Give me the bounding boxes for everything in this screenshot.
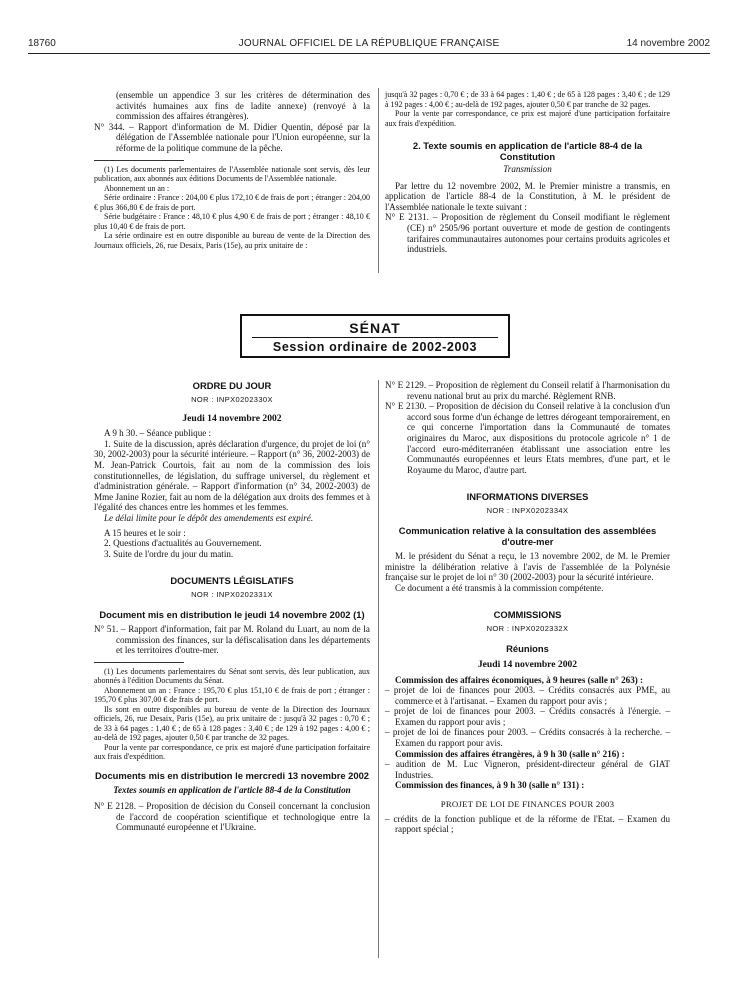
nor-ordre: NOR : INPX0202330X <box>191 395 273 404</box>
morning-session: A 9 h 30. – Séance publique : <box>104 428 212 439</box>
session-title: Session ordinaire de 2002-2003 <box>272 340 478 354</box>
distribution-heading-14: Document mis en distribution le jeudi 14 novembre 2002 (1) <box>99 608 365 620</box>
item-e2129: N° E 2129. – Proposition de règlement du Conseil relatif à l'harmonisation du revenu national brut au prix du marché. Règlement RNB. <box>385 380 670 401</box>
price-continuation: jusqu'à 32 pages : 0,70 € ; de 33 à 64 pages : 1,40 € ; de 65 à 128 pages : 3,40 € ; de 129 à 192 pages : 4,00 € ; au-delà de 192 pages, ajouter 0,50 € par tranche de 32 pages. <box>385 90 670 109</box>
informations-diverses-title: INFORMATIONS DIVERSES <box>466 491 589 503</box>
item-e2131: N° E 2131. – Proposition de règlement du Conseil modifiant le règlement (CE) n° 2505/96 portant ouverture et mode de gestion de contingents tarifaires communautaires autonomes pour certains produits agricoles et industriels. <box>385 212 670 255</box>
lower-left-column <box>94 380 370 833</box>
date-jeudi-commissions: Jeudi 14 novembre 2002 <box>477 658 578 670</box>
annex-text: (ensemble un appendice 3 sur les critères de détermination des activités humaines aux fins de ladite annexe) (renvoyé à la commission des affaires étrangères). <box>116 90 370 122</box>
agenda-item-3: 3. Suite de l'ordre du jour du matin. <box>104 548 234 559</box>
commission-eco-item-3: – projet de loi de finances pour 2003. – Crédits consacrés à la recherche. – Examen du rapport pour avis. <box>385 727 670 749</box>
plf-item-1: – crédits de la fonction publique et de la réforme de l'Etat. – Examen du rapport spécial ; <box>385 813 670 835</box>
communication-heading: Communication relative à la consultation des assemblées d'outre-mer <box>398 524 657 547</box>
correspondence-note: Pour la vente par correspondance, ce prix est majoré d'une participation forfaitaire aux frais d'expédition. <box>385 109 670 128</box>
commission-etrangeres-item-1: – audition de M. Luc Vigneron, président-directeur général de GIAT Industries. <box>385 759 670 780</box>
senat-title: SÉNAT <box>349 320 401 336</box>
commissions-title: COMMISSIONS <box>493 609 562 621</box>
transmission-subheading: Transmission <box>503 164 552 174</box>
nor-documents: NOR : INPX0202331X <box>191 590 273 600</box>
afternoon-session: A 15 heures et le soir : <box>104 527 186 538</box>
item-e2130: N° E 2130. – Proposition de décision du Conseil relative à la conclusion d'un accord sous forme d'un échange de lettres dérogeant temporairement, en ce qui concerne l'importation dans la Communauté de tomates originaires du Maroc, aux dispositions du protocole agricole n° 1 de l'accord euro-méditerranéen établissant une association entre les Communautés européennes et leurs Etats membres, d'une part, et le Royaume du Maroc, d'autre part. <box>385 401 670 475</box>
textes-88-4-heading: Textes soumis en application de l'article 88-4 de la Constitution <box>113 784 351 795</box>
plf-heading: PROJET DE LOI DE FINANCES POUR 2003 <box>440 799 615 810</box>
distribution-heading-13: Documents mis en distribution le mercredi 13 novembre 2002 <box>94 769 370 781</box>
top-column-divider <box>378 88 379 273</box>
senat-box <box>240 314 510 358</box>
footnote-rule <box>94 160 184 161</box>
lower-right-column <box>385 380 670 835</box>
agenda-item-2: 2. Questions d'actualités au Gouvernement. <box>104 538 262 549</box>
running-header <box>28 38 710 52</box>
agenda-item-1: 1. Suite de la discussion, après déclaration d'urgence, du projet de loi (n° 30, 2002-2003) pour la sécurité intérieure. – Rapport (n° 36, 2002-2003) de M. Jean-Patrick Courtois, fait au nom de la commission des lois constitutionnelles, de législation, du suffrage universel, du règlement et d'administration générale. – Rapport d'information (n° 34, 2002-2003) de Mme Janine Rozier, fait au nom de la délégation aux droits des femmes et à l'égalité des chances entre les hommes et les femmes. <box>94 438 370 513</box>
amendment-deadline: Le délai limite pour le dépôt des amendements est expiré. <box>104 512 314 523</box>
ordre-du-jour-title: ORDRE DU JOUR <box>192 380 272 391</box>
date-jeudi-ordre: Jeudi 14 novembre 2002 <box>182 412 282 424</box>
commission-etrangeres-heading: Commission des affaires étrangères, à 9 h 30 (salle n° 216) : <box>395 748 625 759</box>
transmission-text: Par lettre du 12 novembre 2002, M. le Premier ministre a transmis, en application de l'article 88-4 de la Constitution, à M. le président de l'Assemblée nationale le texte suivant : <box>385 180 670 212</box>
footnote-rule-senat <box>94 662 184 663</box>
top-right-column <box>385 90 670 255</box>
lower-column-divider <box>378 380 379 958</box>
senat-footnote: (1) Les documents parlementaires du Sénat sont servis, dès leur publication, aux abonnés à l'édition Documents du Sénat. Abonnement un an : France : 195,70 € plus 151,10 € de frais de port ; étranger : 195,70 € plus 307,00 € de frais de port. Ils sont en outre disponibles au bureau de vente de la Direction des Journaux officiels, 26, rue Desaix, Paris (15e), au prix unitaire de : jusqu'à 32 pages : 0,70 € ; de 33 à 64 pages : 1,40 € ; de 65 à 128 pages : 3,40 € ; de 129 à 192 pages : 4,00 € ; au-delà de 192 pages, ajouter 0,50 € par tranche de 32 pages. Pour la vente par correspondance, ce prix est majoré d'une participation forfaitaire aux frais d'expédition. <box>94 666 370 762</box>
report-344: N° 344. – Rapport d'information de M. Didier Quentin, déposé par la délégation de l'Assemblée nationale pour l'Union européenne, sur la réforme de la politique commune de la pêche. <box>94 121 370 153</box>
item-e2128: N° E 2128. – Proposition de décision du Conseil concernant la conclusion de l'accord de coopération scientifique et technologique entre la Communauté européenne et l'Ukraine. <box>94 801 370 833</box>
report-51: N° 51. – Rapport d'information, fait par M. Roland du Luart, au nom de la commission des finances, sur la défiscalisation dans les départements et les territoires d'outre-mer. <box>94 623 370 656</box>
page-number: 18760 <box>28 38 56 49</box>
an-footnote: (1) Les documents parlementaires de l'Assemblée nationale sont servis, dès leur publication, aux abonnés aux éditions Documents de l'Assemblée nationale. Abonnement un an : Série ordinaire : France : 204,00 € plus 172,10 € de frais de port ; étranger : 204,00 € plus 366,80 € de frais de port. Série budgétaire : France : 48,10 € plus 4,90 € de frais de port ; étranger : 48,10 € plus 10,40 € de frais de port. La série ordinaire est en outre disponible au bureau de vente de la Direction des Journaux officiels, 26, rue Desaix, Paris (15e), au prix unitaire de : <box>94 164 370 250</box>
article-88-4-heading: 2. Texte soumis en application de l'article 88-4 de la Constitution <box>412 140 643 162</box>
nor-informations: NOR : INPX0202334X <box>486 506 569 516</box>
commission-eco-heading: Commission des affaires économiques, à 9 heures (salle n° 263) : <box>395 674 644 685</box>
commission-finances-heading: Commission des finances, à 9 h 30 (salle n° 131) : <box>395 780 585 791</box>
reunions-heading: Réunions <box>506 642 549 654</box>
documents-legislatifs-title: DOCUMENTS LÉGISLATIFS <box>170 575 294 587</box>
commission-eco-item-2: – projet de loi de finances pour 2003. – Crédits consacrés à l'énergie. – Examen du rapport pour avis ; <box>385 706 670 727</box>
journal-title: JOURNAL OFFICIEL DE LA RÉPUBLIQUE FRANÇAISE <box>238 38 500 49</box>
commission-eco-item-1: – projet de loi de finances pour 2003. – Crédits consacrés aux PME, au commerce et à l'artisanat. – Examen du rapport pour avis ; <box>385 685 670 706</box>
senat-box-rule <box>252 337 498 338</box>
issue-date: 14 novembre 2002 <box>626 38 710 49</box>
header-rule <box>28 53 710 54</box>
communication-transmitted: Ce document a été transmis à la commission compétente. <box>395 582 604 593</box>
top-left-column <box>94 90 370 250</box>
communication-text: M. le président du Sénat a reçu, le 13 novembre 2002, de M. le Premier ministre la délibération relative à l'avis de l'assemblée de la Polynésie française sur le projet de loi n° 30 (2002-2003) pour la sécurité intérieure. <box>385 550 670 583</box>
nor-commissions: NOR : INPX0202332X <box>486 624 569 634</box>
